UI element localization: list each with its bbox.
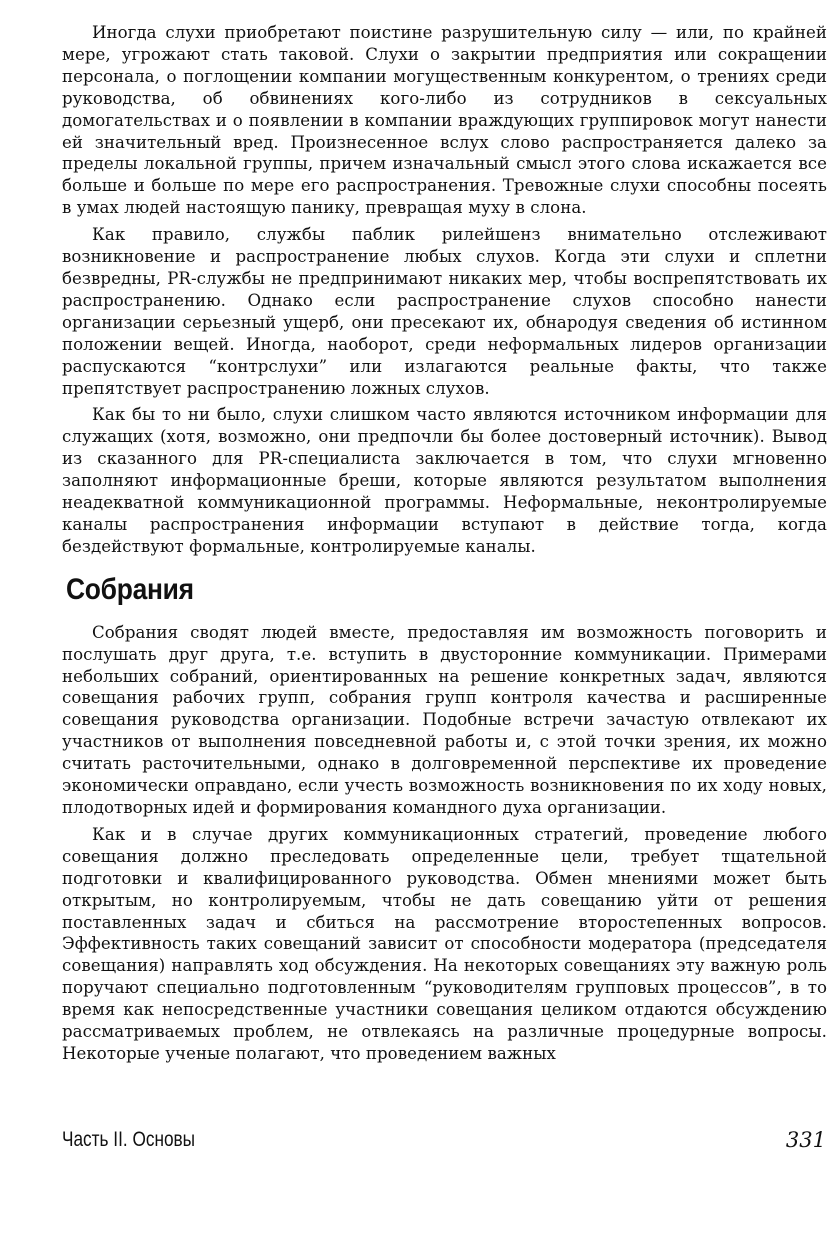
paragraph-rumors-destructive: Иногда слухи приобретают поистине разрушительную силу — или, по крайней мере, угрожают стать таковой. Слухи о закрытии предприятия или сокращении персонала, о поглощении компании могущественным конкурентом, о трениях среди руководства, об обвинениях кого-либо из сотрудников в сексуальных домогательствах и о появлении в компании враждующих группировок могут нанести ей значительный вред. Произнесенное вслух слово распространяется далеко за пределы локальной группы, причем изначальный смысл этого слова искажается все больше и больше по мере его распространения. Тревожные слухи способны посеять в умах людей настоящую панику, превращая муху в слона.	[62, 23, 827, 218]
paragraph-meetings-strategy: Как и в случае других коммуникационных стратегий, проведение любого совещания должно преследовать определенные цели, требует тщательной подготовки и квалифицированного руководства. Обмен мнениями может быть открытым, но контролируемым, чтобы не дать совещанию уйти от решения поставленных задач и сбиться на рассмотрение второстепенных вопросов. Эффективность таких совещаний зависит от способности модератора (председателя совещания) направлять ход обсуждения. На некоторых совещаниях эту важную роль поручают специально подготовленным “руководителям групповых процессов”, в то время как непосредственные участники совещания целиком отдаются обсуждению рассматриваемых проблем, не отвлекаясь на различные процедурные вопросы. Некоторые ученые полагают, что проведением важных	[62, 824, 827, 1063]
page-body	[62, 22, 827, 1070]
paragraph-rumors-source: Как бы то ни было, слухи слишком часто являются источником информации для служащих (хотя, возможно, они предпочли бы более достоверный источник). Вывод из сказанного для PR-специалиста заключается в том, что слухи мгновенно заполняют информационные бреши, которые являются результатом выполнения неадекватной коммуникационной программы. Неформальные, неконтролируемые каналы распространения информации вступают в действие тогда, когда бездействуют формальные, контролируемые каналы.	[62, 405, 827, 556]
page-number: 331	[785, 1128, 826, 1152]
paragraph-meetings-intro: Собрания сводят людей вместе, предоставляя им возможность поговорить и послушать друг друга, т.е. вступить в двусторонние коммуникации. Примерами небольших собраний, ориентированных на решение конкретных задач, являются совещания рабочих групп, собрания групп контроля качества и расширенные совещания руководства организации. Подобные встречи зачастую отвлекают их участников от выполнения повседневной работы и, с этой точки зрения, их можно считать расточительными, однако в долговременной перспективе их проведение экономически оправдано, если учесть возможность возникновения по их ходу новых, плодотворных идей и формирования командного духа организации.	[62, 622, 827, 817]
paragraph-pr-monitoring: Как правило, службы паблик рилейшенз внимательно отслеживают возникновение и распространение любых слухов. Когда эти слухи и сплетни безвредны, PR-службы не предпринимают никаких мер, чтобы воспрепятствовать их распространению. Однако если распространение слухов способно нанести организации серьезный ущерб, они пресекают их, обнародуя сведения об истинном положении вещей. Иногда, наоборот, среди неформальных лидеров организации распускаются “контрслухи” или излагаются реальные факты, что также препятствует распространению ложных слухов.	[62, 225, 827, 398]
footer-part-title: Часть II. Основы	[62, 1128, 196, 1151]
page-footer	[62, 1128, 826, 1158]
section-title: Собрания	[66, 572, 194, 606]
